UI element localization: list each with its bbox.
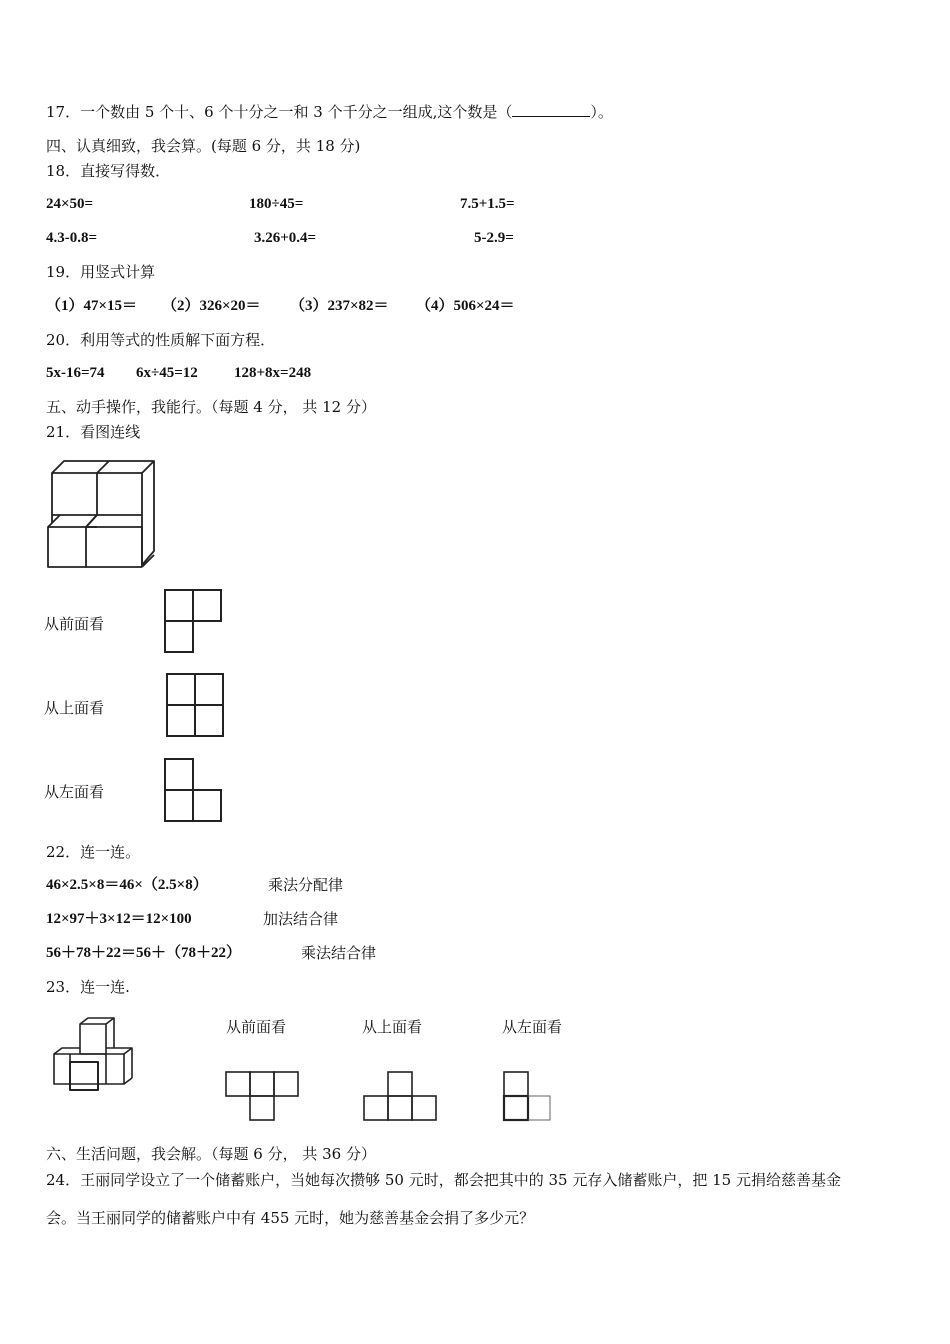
q23-view-label-top: 从上面看 xyxy=(362,1018,423,1036)
section-5-title: 五、动手操作，我能行。（每题 4 分， 共 12 分） xyxy=(46,398,376,416)
question-17-text: 一个数由 5 个十、6 个十分之一和 3 个千分之一组成,这个数是（ xyxy=(80,103,513,121)
expression-left: 46×2.5×8＝46×（2.5×8） xyxy=(46,877,208,893)
question-23-title: 23．连一连. xyxy=(46,978,130,996)
calc-item: 7.5+1.5= xyxy=(460,196,515,212)
law-right: 加法结合律 xyxy=(263,910,339,928)
left-view-shape xyxy=(163,757,225,823)
front-view-shape xyxy=(163,588,225,654)
q23-front-view-shape xyxy=(224,1070,304,1122)
calc-item: 180÷45= xyxy=(249,196,304,212)
answer-blank[interactable] xyxy=(512,102,590,117)
view-label-top: 从上面看 xyxy=(44,699,105,717)
equation-item: 5x-16=74 xyxy=(46,365,105,381)
equation-item: 6x÷45=12 xyxy=(136,365,198,381)
question-22-title: 22．连一连。 xyxy=(46,843,141,861)
view-label-left: 从左面看 xyxy=(44,783,105,801)
question-21-title: 21．看图连线 xyxy=(46,423,141,441)
question-19-title: 19．用竖式计算 xyxy=(46,263,156,281)
law-right: 乘法结合律 xyxy=(301,944,377,962)
question-24-line-1: 24．王丽同学设立了一个储蓄账户，当她每次攒够 50 元时，都会把其中的 35 元存入储蓄账户，把 15 元捐给慈善基金 xyxy=(46,1171,841,1189)
expression-left: 56＋78＋22＝56＋（78＋22） xyxy=(46,945,242,961)
q23-left-view-shape xyxy=(502,1070,558,1122)
vertical-calc-item: （2）326×20＝ xyxy=(162,298,261,314)
law-right: 乘法分配律 xyxy=(268,876,344,894)
q23-top-view-shape xyxy=(362,1070,442,1122)
section-6-title: 六、生活问题，我会解。（每题 6 分， 共 36 分） xyxy=(46,1145,376,1163)
calc-item: 3.26+0.4= xyxy=(254,230,317,246)
calc-item: 24×50= xyxy=(46,196,94,212)
question-24-line-2: 会。当王丽同学的储蓄账户中有 455 元时，她为慈善基金会捐了多少元？ xyxy=(46,1209,535,1227)
cube-cross-figure xyxy=(48,1016,140,1092)
vertical-calc-item: （1）47×15＝ xyxy=(46,298,138,314)
calc-item: 5-2.9= xyxy=(474,230,514,246)
section-4-title: 四、认真细致，我会算。(每题 6 分，共 18 分) xyxy=(46,137,361,155)
question-17-number: 17． xyxy=(46,103,81,121)
q23-view-label-left: 从左面看 xyxy=(502,1018,563,1036)
cube-stack-figure xyxy=(44,455,159,573)
view-label-front: 从前面看 xyxy=(44,615,105,633)
question-18-title: 18．直接写得数． xyxy=(46,162,171,180)
expression-left: 12×97＋3×12＝12×100 xyxy=(46,911,192,927)
calc-item: 4.3-0.8= xyxy=(46,230,98,246)
q23-view-label-front: 从前面看 xyxy=(226,1018,287,1036)
top-view-shape xyxy=(165,672,227,738)
question-20-title: 20．利用等式的性质解下面方程． xyxy=(46,331,276,349)
question-17-close: ）。 xyxy=(590,103,613,121)
question-17 xyxy=(46,102,613,122)
vertical-calc-item: （3）237×82＝ xyxy=(290,298,389,314)
equation-item: 128+8x=248 xyxy=(234,365,312,381)
vertical-calc-item: （4）506×24＝ xyxy=(416,298,515,314)
